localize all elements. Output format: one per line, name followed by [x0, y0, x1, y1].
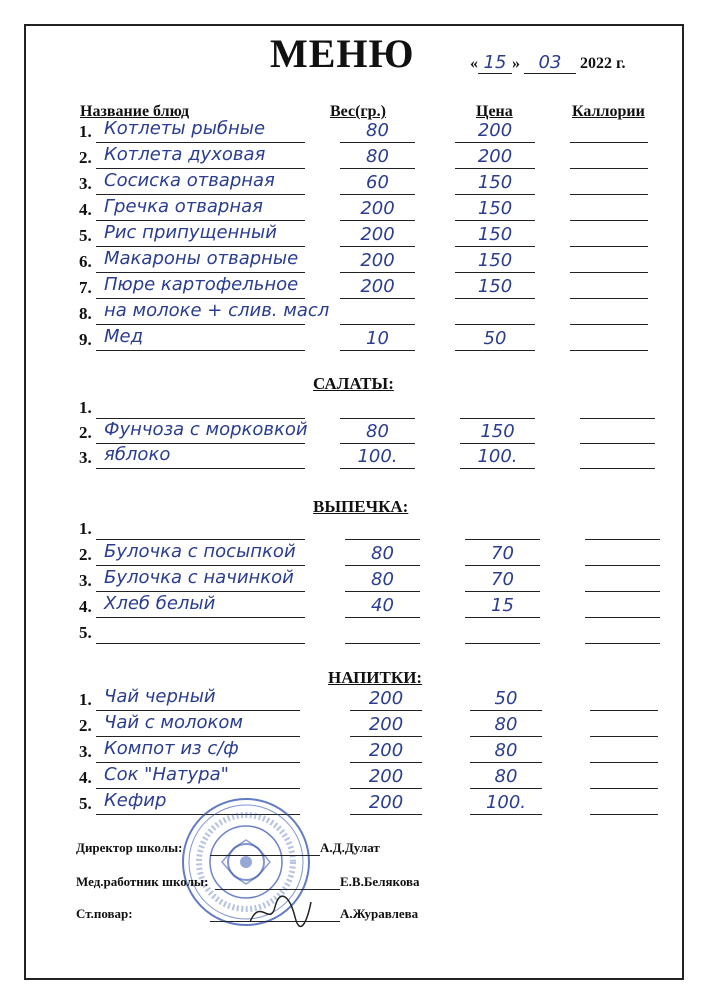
signature-role: Мед.работник школы:	[76, 874, 209, 889]
dish-name: Гречка отварная	[104, 196, 263, 217]
fill-line	[470, 814, 542, 815]
fill-line	[570, 324, 648, 325]
fill-line	[350, 788, 422, 789]
dish-weight: 200	[360, 198, 395, 219]
fill-line	[590, 762, 658, 763]
row-number: 3.	[79, 571, 92, 590]
dish-name: Чай черный	[104, 686, 216, 707]
signature-role: Директор школы:	[76, 840, 183, 855]
fill-line	[460, 468, 535, 469]
fill-line	[570, 246, 648, 247]
fill-line	[350, 736, 422, 737]
date-day: 15	[478, 52, 512, 74]
fill-line	[570, 350, 648, 351]
fill-line	[345, 591, 420, 592]
fill-line	[350, 710, 422, 711]
row-number: 9.	[79, 330, 92, 349]
dish-price: 80	[494, 740, 518, 761]
dish-price: 100.	[477, 446, 518, 467]
dish-name: Булочка с посыпкой	[104, 541, 296, 562]
dish-name: Котлеты рыбные	[104, 118, 266, 139]
dish-name: Макароны отварные	[104, 248, 299, 269]
dish-price: 15	[491, 595, 514, 616]
fill-line	[340, 142, 415, 143]
dish-weight: 40	[371, 595, 394, 616]
dish-weight: 200	[368, 740, 404, 761]
dish-weight: 200	[360, 224, 395, 245]
fill-line	[590, 736, 658, 737]
fill-line	[340, 324, 415, 325]
row-number: 2.	[79, 423, 92, 442]
fill-line	[570, 142, 648, 143]
row-number: 2.	[79, 148, 92, 167]
fill-line	[340, 443, 415, 444]
dish-price: 150	[477, 198, 513, 219]
fill-line	[580, 468, 655, 469]
signature-scribble	[245, 892, 315, 932]
row-number: 8.	[79, 304, 92, 323]
dish-price: 150	[477, 224, 513, 245]
dish-name: Фунчоза с морковкой	[104, 419, 308, 440]
dish-name: яблоко	[104, 444, 171, 465]
header-calories: Каллории	[572, 103, 645, 120]
fill-line	[96, 324, 305, 325]
fill-line	[585, 643, 660, 644]
dish-weight: 80	[371, 543, 394, 564]
date-close-quote: »	[512, 55, 520, 72]
fill-line	[345, 617, 420, 618]
header-price: Цена	[476, 103, 513, 120]
fill-line	[470, 710, 542, 711]
fill-line	[96, 220, 305, 221]
fill-line	[96, 736, 300, 737]
fill-line	[96, 762, 300, 763]
dish-weight: 80	[366, 146, 389, 167]
fill-line	[96, 617, 305, 618]
row-number: 1.	[79, 519, 92, 538]
dish-weight: 60	[366, 172, 389, 193]
row-number: 2.	[79, 545, 92, 564]
fill-line	[340, 168, 415, 169]
fill-line	[465, 617, 540, 618]
row-number: 7.	[79, 278, 92, 297]
fill-line	[455, 246, 535, 247]
fill-line	[340, 468, 415, 469]
dish-weight: 200	[368, 792, 404, 813]
fill-line	[570, 194, 648, 195]
row-number: 1.	[79, 398, 92, 417]
dish-weight: 80	[366, 421, 389, 442]
dish-price: 200	[477, 146, 513, 167]
dish-price: 200	[477, 120, 513, 141]
fill-line	[96, 194, 305, 195]
fill-line	[465, 591, 540, 592]
fill-line	[585, 617, 660, 618]
fill-line	[96, 350, 305, 351]
dish-name: Мед	[104, 326, 144, 347]
dish-name: Компот из с/ф	[104, 738, 239, 759]
fill-line	[340, 298, 415, 299]
fill-line	[96, 468, 305, 469]
fill-line	[340, 246, 415, 247]
row-number: 1.	[79, 122, 92, 141]
fill-line	[340, 272, 415, 273]
row-number: 5.	[79, 226, 92, 245]
dish-price: 150	[477, 276, 513, 297]
fill-line	[345, 565, 420, 566]
fill-line	[350, 814, 422, 815]
date-open-quote: «	[470, 55, 478, 72]
fill-line	[585, 539, 660, 540]
dish-weight: 200	[368, 714, 404, 735]
dish-price: 150	[480, 421, 515, 442]
row-number: 6.	[79, 252, 92, 271]
menu-date	[470, 52, 625, 74]
fill-line	[96, 539, 305, 540]
dish-name: Кефир	[104, 790, 167, 811]
fill-line	[570, 272, 648, 273]
dish-weight: 200	[360, 276, 395, 297]
fill-line	[455, 298, 535, 299]
dish-weight: 100.	[357, 446, 398, 467]
dish-weight: 200	[368, 688, 404, 709]
date-year: 2022 г.	[580, 55, 626, 72]
dish-name: Пюре картофельное	[104, 274, 299, 295]
fill-line	[590, 814, 658, 815]
dish-name: Сок "Натура"	[104, 764, 229, 785]
dish-price: 70	[491, 569, 514, 590]
fill-line	[585, 565, 660, 566]
fill-line	[455, 194, 535, 195]
fill-line	[350, 762, 422, 763]
fill-line	[96, 565, 305, 566]
fill-line	[580, 443, 655, 444]
page-title: МЕНЮ	[270, 31, 415, 76]
fill-line	[460, 418, 535, 419]
fill-line	[570, 168, 648, 169]
row-number: 3.	[79, 448, 92, 467]
dish-price: 80	[494, 766, 518, 787]
fill-line	[455, 220, 535, 221]
dish-name: Булочка с начинкой	[104, 567, 294, 588]
fill-line	[340, 194, 415, 195]
signature-person: А.Журавлева	[340, 906, 419, 921]
fill-line	[470, 736, 542, 737]
row-number: 4.	[79, 768, 92, 787]
fill-line	[96, 710, 300, 711]
fill-line	[96, 643, 305, 644]
fill-line	[585, 591, 660, 592]
signature-role: Ст.повар:	[76, 906, 133, 921]
fill-line	[96, 168, 305, 169]
fill-line	[340, 418, 415, 419]
row-number: 1.	[79, 690, 92, 709]
row-number: 3.	[79, 174, 92, 193]
dish-name: Чай с молоком	[104, 712, 243, 733]
fill-line	[460, 443, 535, 444]
fill-line	[470, 788, 542, 789]
fill-line	[455, 324, 535, 325]
signature-line	[210, 855, 320, 856]
dish-name: Сосиска отварная	[104, 170, 275, 191]
signature-person: А.Д.Дулат	[320, 840, 380, 855]
dish-name: Рис припущенный	[104, 222, 277, 243]
dish-name: на молоке + слив. масл	[104, 300, 330, 321]
fill-line	[96, 298, 305, 299]
fill-line	[455, 142, 535, 143]
dish-price: 50	[483, 328, 507, 349]
dish-weight: 200	[368, 766, 404, 787]
row-number: 5.	[79, 623, 92, 642]
dish-weight: 200	[360, 250, 395, 271]
dish-price: 50	[494, 688, 518, 709]
row-number: 4.	[79, 597, 92, 616]
fill-line	[465, 565, 540, 566]
fill-line	[570, 298, 648, 299]
section-salads-title: САЛАТЫ:	[313, 374, 394, 393]
section-drinks-title: НАПИТКИ:	[328, 668, 423, 687]
dish-price: 150	[477, 250, 513, 271]
fill-line	[455, 350, 535, 351]
row-number: 2.	[79, 716, 92, 735]
date-month: 03	[524, 52, 576, 74]
fill-line	[345, 539, 420, 540]
fill-line	[340, 220, 415, 221]
fill-line	[96, 272, 305, 273]
fill-line	[340, 350, 415, 351]
signature-person: Е.В.Белякова	[340, 874, 420, 889]
fill-line	[570, 220, 648, 221]
dish-weight: 80	[366, 120, 389, 141]
dish-name: Хлеб белый	[104, 593, 216, 614]
dish-name: Котлета духовая	[104, 144, 266, 165]
dish-weight: 80	[371, 569, 394, 590]
dish-price: 70	[491, 543, 514, 564]
fill-line	[590, 788, 658, 789]
fill-line	[465, 539, 540, 540]
fill-line	[345, 643, 420, 644]
signature-line	[215, 889, 340, 890]
header-weight: Вес(гр.)	[330, 103, 386, 120]
fill-line	[455, 168, 535, 169]
fill-line	[580, 418, 655, 419]
fill-line	[455, 272, 535, 273]
fill-line	[96, 591, 305, 592]
dish-price: 150	[477, 172, 513, 193]
fill-line	[465, 643, 540, 644]
dish-weight: 10	[366, 328, 389, 349]
row-number: 3.	[79, 742, 92, 761]
fill-line	[96, 788, 300, 789]
row-number: 5.	[79, 794, 92, 813]
fill-line	[590, 710, 658, 711]
dish-price: 100.	[485, 792, 527, 813]
fill-line	[96, 142, 305, 143]
fill-line	[470, 762, 542, 763]
section-bakery-title: ВЫПЕЧКА:	[313, 497, 409, 516]
row-number: 4.	[79, 200, 92, 219]
dish-price: 80	[494, 714, 518, 735]
fill-line	[96, 246, 305, 247]
header-name: Название блюд	[80, 103, 190, 120]
